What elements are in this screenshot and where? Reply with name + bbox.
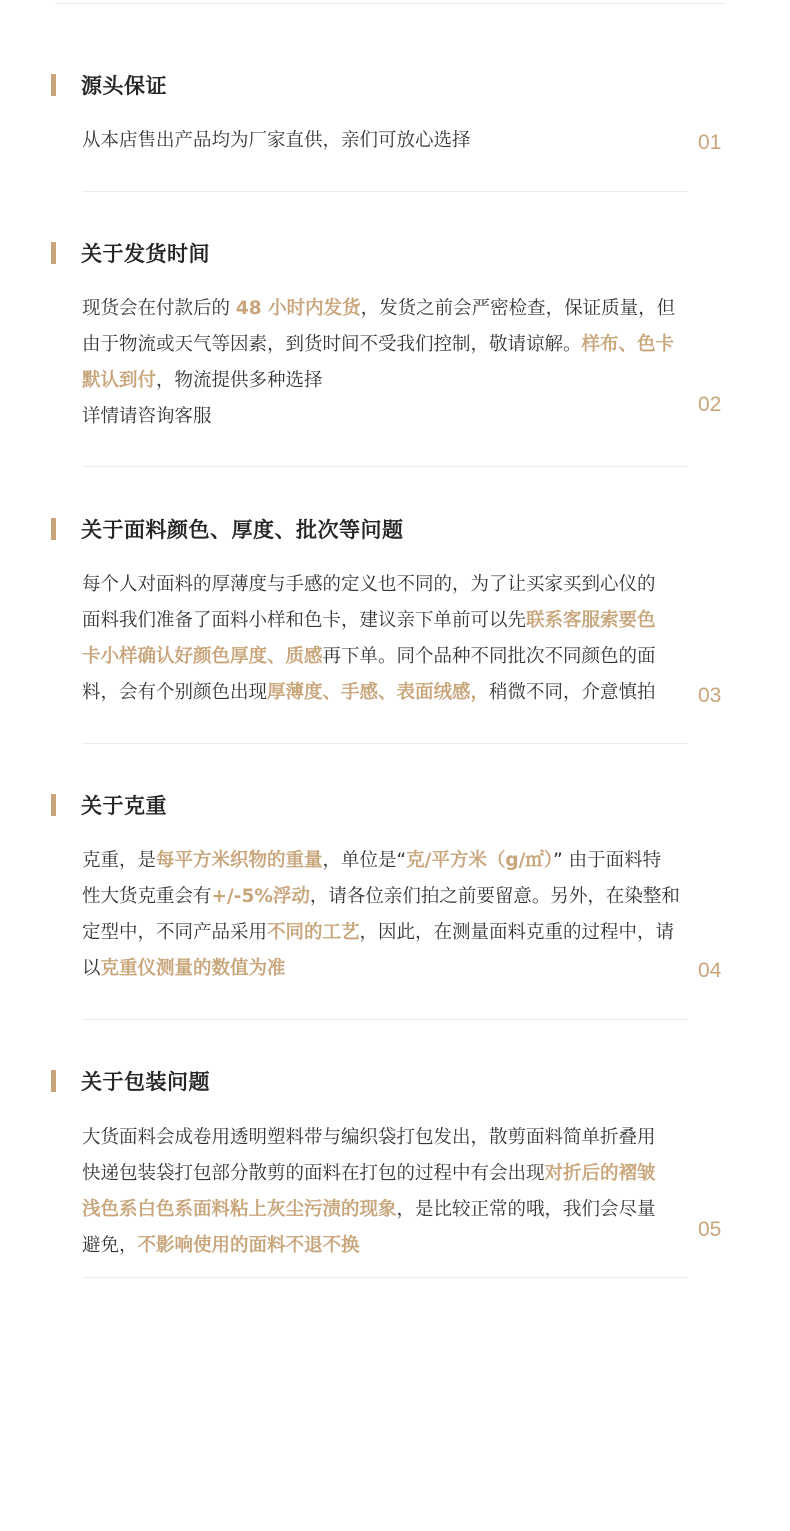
highlight-text: 每平方米织物的重量 [156,850,323,871]
section-title: 源头保证 [81,74,167,98]
text-line [82,123,690,159]
body-text: ，是比较正常的哦，我们会尽量 [396,1199,656,1220]
section-heading [51,516,404,542]
text-line [82,603,690,639]
section-body [82,123,690,159]
heading-accent-bar [51,794,56,816]
heading-accent-bar [51,518,56,540]
highlight-text: 浅色系白色系面料粘上灰尘污渍的现象 [82,1199,397,1220]
highlight-text: 不影响使用的面料不退不换 [137,1235,360,1256]
body-text: 克重，是 [82,850,157,871]
text-line [82,879,690,915]
heading-accent-bar [51,1070,56,1092]
text-line [82,1156,690,1192]
section-heading [51,240,210,266]
highlight-text: 样布、色卡 [581,334,675,355]
text-line [82,1120,690,1156]
section-number: 04 [698,959,722,982]
section-number: 05 [698,1218,722,1241]
section-heading [51,72,167,98]
heading-accent-bar [51,242,56,264]
body-text: ，请各位亲们拍之前要留意。另外，在染整和 [309,886,680,907]
body-text: 由于物流或天气等因素，到货时间不受我们控制，敬请谅解。 [82,334,582,355]
section-heading [51,1068,210,1094]
section-heading [51,792,167,818]
top-divider [55,3,725,4]
body-text: 现货会在付款后的 [82,298,236,319]
highlight-text: 克重仪测量的数值为准 [100,958,286,979]
highlight-text: +/-5%浮动 [211,886,310,907]
section-title: 关于克重 [81,794,167,818]
section-number: 03 [698,684,722,707]
body-text: 快递包装袋打包部分散剪的面料在打包的过程中有会出现 [82,1163,545,1184]
section-title: 关于发货时间 [81,242,210,266]
section-divider [82,743,687,744]
section-body [82,567,690,711]
body-text: 再下单。同个品种不同批次不同颜色的面 [322,646,656,667]
highlight-text: 对折后的褶皱 [544,1163,656,1184]
text-line [82,567,690,603]
body-text: 面料我们准备了面料小样和色卡，建议亲下单前可以先 [82,610,527,631]
section-number: 02 [698,393,722,416]
section-divider [82,191,687,192]
section-title: 关于包装问题 [81,1070,210,1094]
highlight-text: 默认到付 [82,370,157,391]
body-text: ，发货之前会严密检查，保证质量，但 [360,298,676,319]
section-body [82,843,690,987]
body-text: 料，会有个别颜色出现 [82,682,268,703]
section-divider [82,1019,687,1020]
text-line [82,639,690,675]
body-text: 定型中，不同产品采用 [82,922,268,943]
body-text: 稍微不同，介意慎拍 [489,682,656,703]
section-title: 关于面料颜色、厚度、批次等问题 [81,518,404,542]
highlight-text: 卡小样确认好颜色厚度、质感 [82,646,323,667]
body-text: 详情请咨询客服 [82,406,212,427]
body-text: ，因此，在测量面料克重的过程中，请 [359,922,675,943]
text-line [82,327,690,363]
text-line [82,1192,690,1228]
text-line [82,363,690,399]
text-line [82,291,690,327]
highlight-text: 不同的工艺 [267,922,360,943]
highlight-text: 48 小时内发货 [235,298,361,319]
highlight-text: 克/平方米（g/㎡） [406,850,554,871]
body-text: 性大货克重会有 [82,886,212,907]
text-line [82,1228,690,1264]
heading-accent-bar [51,74,56,96]
body-text: ，单位是“ [322,850,407,871]
section-body [82,1120,690,1264]
text-line [82,951,690,987]
text-line [82,843,690,879]
body-text: 从本店售出产品均为厂家直供，亲们可放心选择 [82,130,471,151]
highlight-text: 厚薄度、手感、表面绒感， [267,682,490,703]
section-body [82,291,690,435]
section-divider [82,1277,687,1278]
section-divider [82,466,687,467]
text-line [82,675,690,711]
text-line [82,915,690,951]
body-text: 每个人对面料的厚薄度与手感的定义也不同的，为了让买家买到心仪的 [82,574,656,595]
section-number: 01 [698,131,722,154]
body-text: ” 由于面料特 [553,850,662,871]
body-text: ，物流提供多种选择 [156,370,323,391]
body-text: 以 [82,958,101,979]
highlight-text: 联系客服索要色 [526,610,656,631]
body-text: 大货面料会成卷用透明塑料带与编织袋打包发出，散剪面料简单折叠用 [82,1127,656,1148]
text-line [82,399,690,435]
body-text: 避免， [82,1235,138,1256]
